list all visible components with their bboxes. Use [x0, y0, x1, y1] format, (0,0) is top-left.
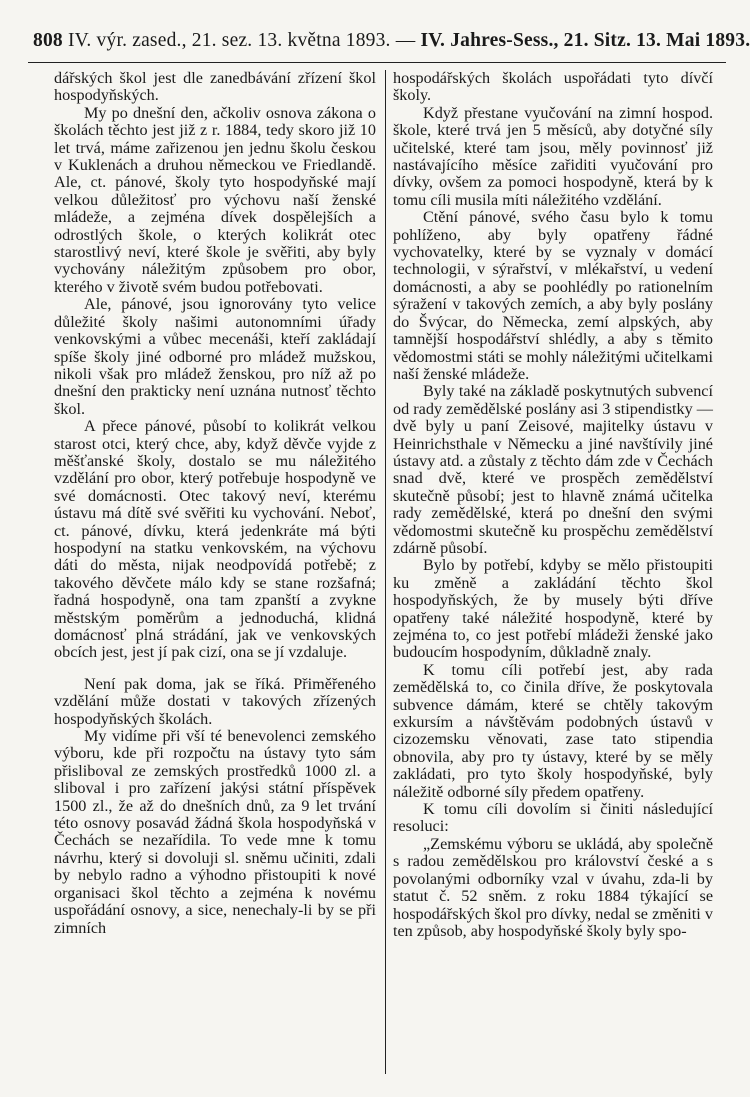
paragraph: Bylo by potřebí, kdyby se mělo přistoupiti ku změně a zakládání těchto škol hospodyňských, že by musely býti dříve opatřeny také náležité hospodyně, které by zejména to, co jest potřebí mládeži ženské jako budoucím hospodyním, důkladně znaly. — [393, 556, 713, 662]
paragraph: My po dnešní den, ačkoliv osnova zákona o školách těchto jest již z r. 1884, tedy skoro již 10 let trvá, máme zařizenou jen jednu školu českou v Kuklenách a druhou německou ve Friedlandě. Ale, ct. pánové, školy tyto hospodyňské mají velkou důležitosť pro výchovu naší ženské mládeže, a zejména dívek dospělejších a odrostlých škole, o kterých kolikrát otec starostlivý neví, které škole je svěřiti, aby byly vychovány náležitým způsobem pro obor, kterého v životě svém budou potřebovati. — [54, 103, 376, 296]
paragraph: „Zemskému výboru se ukládá, aby společně s radou zemědělskou pro království české a s povolanými odborníky vzal v úvahu, zda-li by statut č. 52 sněm. z roku 1884 týkající se hospodářských škol pro dívky, nedal se změniti v ten způsob, aby hospodyňské školy byly spo- — [393, 834, 713, 940]
header-dash: — — [395, 30, 416, 51]
paragraph: My vidíme při vší té benevolenci zemského výboru, kde při rozpočtu na ústavy tyto sám přisliboval ze zemských prostředků 1000 zl. a sliboval i pro zařízení jakýsi státní příspěvek 1500 zl., že až do dnešních dnů, za 9 let trvání této osnovy posavád žádná škola hospodyňská v Čechách se nezařídila. To vede mne k tomu návrhu, který si dovoluji sl. sněmu učiniti, zdali by nebylo radno a výhodno přistoupiti k nové organisaci škol těchto a zejména k novému uspořádání osnovy, a sice, nenechaly-li by se při zimních — [54, 727, 376, 937]
paragraph: K tomu cíli dovolím si činiti následující resoluci: — [393, 800, 713, 836]
header-rule — [28, 62, 726, 63]
paragraph: Když přestane vyučování na zimní hospod. škole, které trvá jen 5 měsíců, aby dotyčné síly učitelské, které tam jsou, měly povinnosť již nastávajícího měsíce zařiditi vyučování pro dívky, ovšem za pomoci hospodyně, která by k tomu cíli musila míti náležitého vzdělání. — [393, 103, 713, 209]
column-divider — [385, 70, 386, 1074]
paragraph: Ale, pánové, jsou ignorovány tyto velice důležité školy našimi autonomními úřady venkovskými a vůbec mecenáši, kteří zakládají spíše školy jiné odborné pro mládež mužskou, nikoli však pro mládež ženskou, pro níž až po dnešní den prakticky není uznána nutnosť těchto škol. — [54, 295, 376, 418]
paragraph: Není pak doma, jak se říká. Přiměřeného vzdělání může dostati v takových zřízených hospodyňských školách. — [54, 674, 376, 728]
header-german-session: IV. Jahres-Sess., 21. Sitz. 13. Mai 1893. — [420, 30, 750, 51]
right-column — [393, 70, 713, 940]
paragraph: hospodářských školách uspořádati tyto dívčí školy. — [393, 69, 713, 105]
paragraph: Ctění pánové, svého času bylo k tomu pohlíženo, aby byly opatřeny řádné vychovatelky, které by se vyznaly v domácí technologii, v sýrařství, v mlékařství, u vedení domácnosti, a aby se poohlédly po rationelním sýražení v takových zemích, a aby byly poslány do Švýcar, do Německa, zemí alpských, aby tamnější hospodářství shlédly, a aby s těmito vědomostmi státi se mohly náležitými učitelkami naší ženské mládeže. — [393, 208, 713, 383]
left-column — [54, 70, 376, 937]
paragraph: K tomu cíli potřebí jest, aby rada zemědělská to, co činila dříve, že poskytovala subvence dámám, které se chtěly takovým exkursím a návštěvám podobných ústavů v cizozemsku věnovati, zase tato stipendia obnovila, aby pro ty ústavy, které by se měly zakládati, pro tyto školy hospodyňské, byly náležitě odborné síly předem opatřeny. — [393, 660, 713, 801]
header-czech-session: IV. výr. zased., 21. sez. 13. května 1893. — [67, 30, 391, 51]
page-number: 808 — [33, 30, 63, 51]
paragraph: A přece pánové, působí to kolikrát velkou starost otci, který chce, aby, když děvče vyjde z měšťanské školy, dostalo se mu náležitého vzdělání pro obor, který potřebuje hospodyně ve své domácnosti. Otec takový neví, kterému ústavu má dítě své svěřiti ku vychování. Neboť, ct. pánové, dívku, která jedenkráte má býti hospodyní na statku venkovském, na výchovu dáti do města, nijak neodpovídá potřebě; z takového děvčete málo kdy se stane rozšafná; řadná hospodyně, ona tam zpanští a zvykne městským poměrům a jednoduchá, klidná domácnosť plná strádání, jak ve venkovských obcích jest, jest jí pak cizí, ona se jí vzdaluje. — [54, 417, 376, 662]
paragraph: dářských škol jest dle zanedbávání zřízení škol hospodyňských. — [54, 69, 376, 105]
paragraph: Byly také na základě poskytnutých subvencí od rady zemědělské poslány asi 3 stipendistky — dvě byly u paní Zeisové, majitelky ústavu v Heinrichsthale v Německu a jiné navštívily jiné ústavy atd. a zůstaly z těchto dám zde v Čechách snad dvě, které ve prospěch zemědělství skutečně působí; jest to hlavně známá učitelka rady zemědělské, která po dnešní den svými vědomostmi skutečně ku prospěchu zemědělství zdárně působí. — [393, 382, 713, 557]
page-header — [33, 26, 750, 56]
